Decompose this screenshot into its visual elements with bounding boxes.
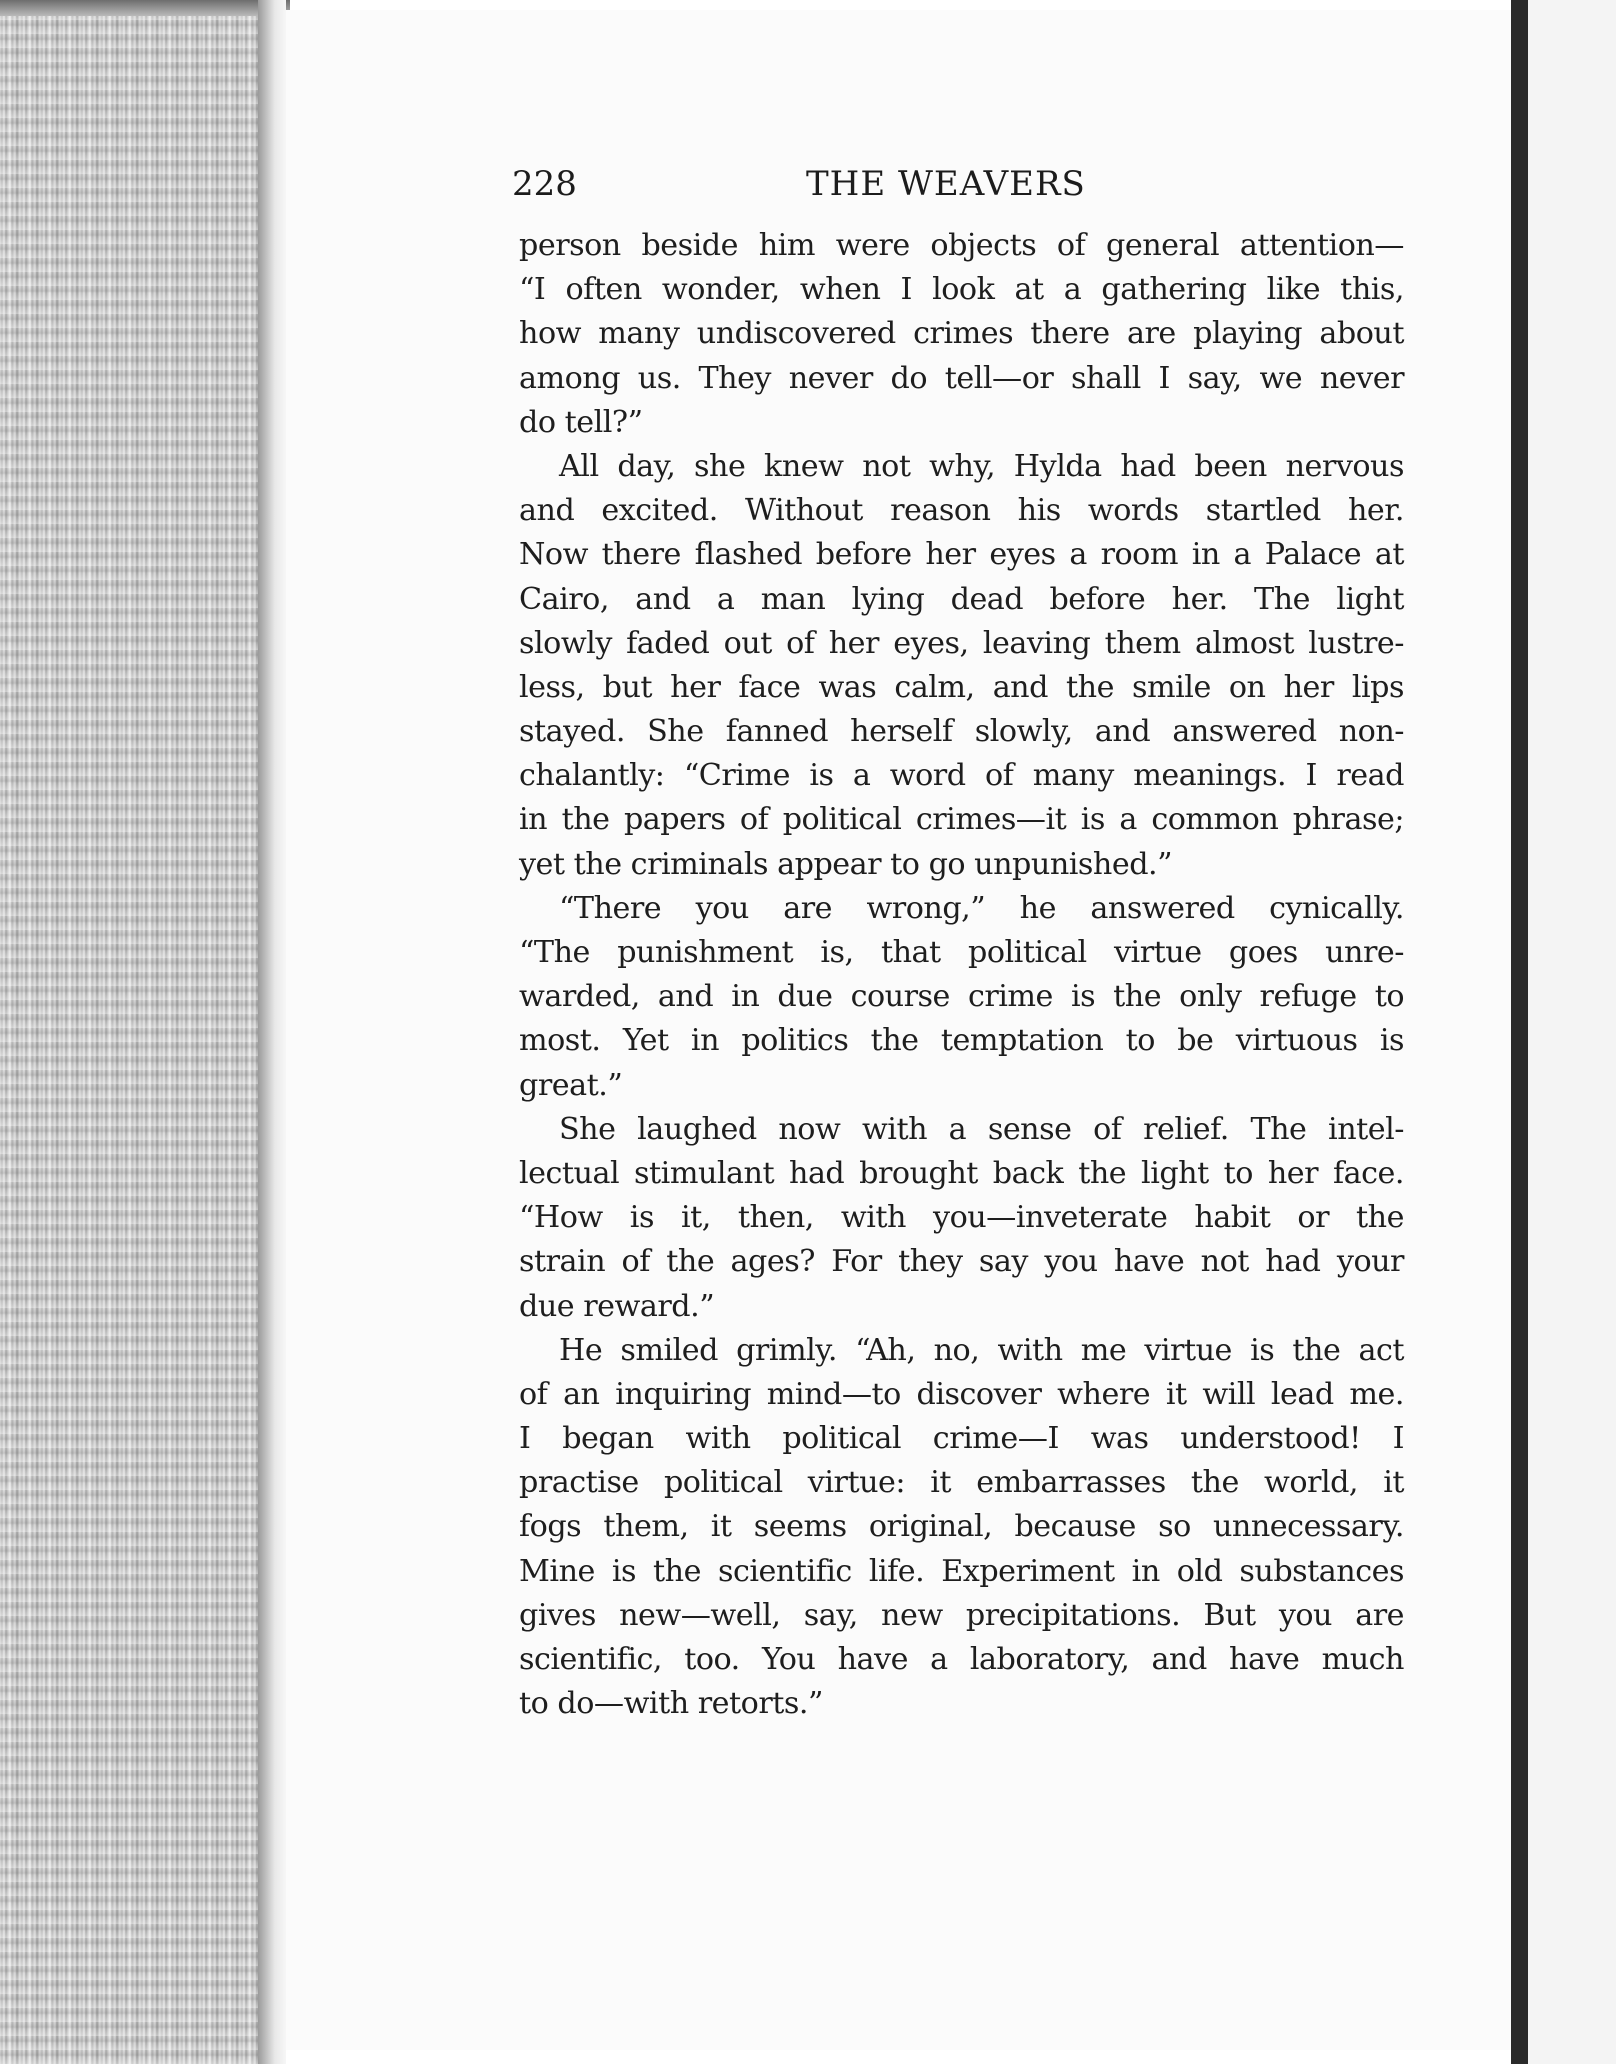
text-line: great.” — [519, 1067, 623, 1103]
text-line: stayed. She fanned herself slowly, and answered non- — [519, 714, 1404, 750]
text-line: and excited. Without reason his words startled her. — [519, 493, 1404, 529]
text-line: person beside him were objects of general attention— — [519, 228, 1404, 263]
binding-top-edge — [0, 0, 290, 16]
text-line: “I often wonder, when I look at a gathering like this, — [519, 272, 1404, 308]
text-line: “There you are wrong,” he answered cynically. — [559, 890, 1404, 926]
page-number: 228 — [512, 164, 577, 204]
gutter-shadow — [258, 0, 286, 2064]
text-line: warded, and in due course crime is the only refuge to — [519, 979, 1404, 1015]
text-line: lectual stimulant had brought back the light to her face. — [519, 1155, 1404, 1191]
text-line: All day, she knew not why, Hylda had been nervous — [559, 448, 1404, 484]
text-line: practise political virtue: it embarrasses the world, it — [519, 1465, 1404, 1501]
text-line: chalantly: “Crime is a word of many meanings. I read — [519, 758, 1404, 794]
book-title: THE WEAVERS — [806, 164, 1086, 204]
text-line: “The punishment is, that political virtue goes unre- — [519, 935, 1404, 970]
text-line: gives new—well, say, new precipitations. But you are — [519, 1597, 1404, 1633]
text-line: to do—with retorts.” — [519, 1686, 823, 1722]
cover-edge — [1511, 0, 1528, 2064]
text-line: do tell?” — [519, 404, 643, 440]
text-line: He smiled grimly. “Ah, no, with me virtue is the act — [559, 1332, 1404, 1368]
text-line: of an inquiring mind—to discover where it will lead me. — [519, 1376, 1404, 1412]
text-line: slowly faded out of her eyes, leaving them almost lustre- — [519, 625, 1404, 661]
text-line: “How is it, then, with you—inveterate habit or the — [519, 1200, 1404, 1236]
text-line: due reward.” — [519, 1288, 715, 1324]
running-head — [512, 160, 1412, 210]
text-line: I began with political crime—I was understood! I — [519, 1421, 1404, 1457]
text-line: Mine is the scientific life. Experiment in old substances — [519, 1553, 1404, 1589]
text-line: scientific, too. You have a laboratory, and have much — [519, 1642, 1404, 1677]
text-line: Now there flashed before her eyes a room in a Palace at — [519, 537, 1404, 573]
stacked-page-edges — [0, 0, 278, 2064]
body-text — [519, 224, 1404, 1726]
text-line: most. Yet in politics the temptation to be virtuous is — [519, 1023, 1404, 1059]
text-line: how many undiscovered crimes there are playing about — [519, 316, 1404, 352]
text-line: in the papers of political crimes—it is a common phrase; — [519, 802, 1404, 838]
text-line: fogs them, it seems original, because so unnecessary. — [519, 1509, 1404, 1545]
facing-page-margin — [1528, 0, 1616, 2064]
text-line: strain of the ages? For they say you have not had your — [519, 1244, 1404, 1280]
text-line: yet the criminals appear to go unpunished.” — [519, 846, 1173, 882]
text-line: less, but her face was calm, and the smile on her lips — [519, 669, 1404, 705]
text-line: among us. They never do tell—or shall I say, we never — [519, 360, 1404, 396]
text-line: Cairo, and a man lying dead before her. The light — [519, 581, 1404, 617]
text-line: She laughed now with a sense of relief. The intel- — [559, 1111, 1404, 1147]
